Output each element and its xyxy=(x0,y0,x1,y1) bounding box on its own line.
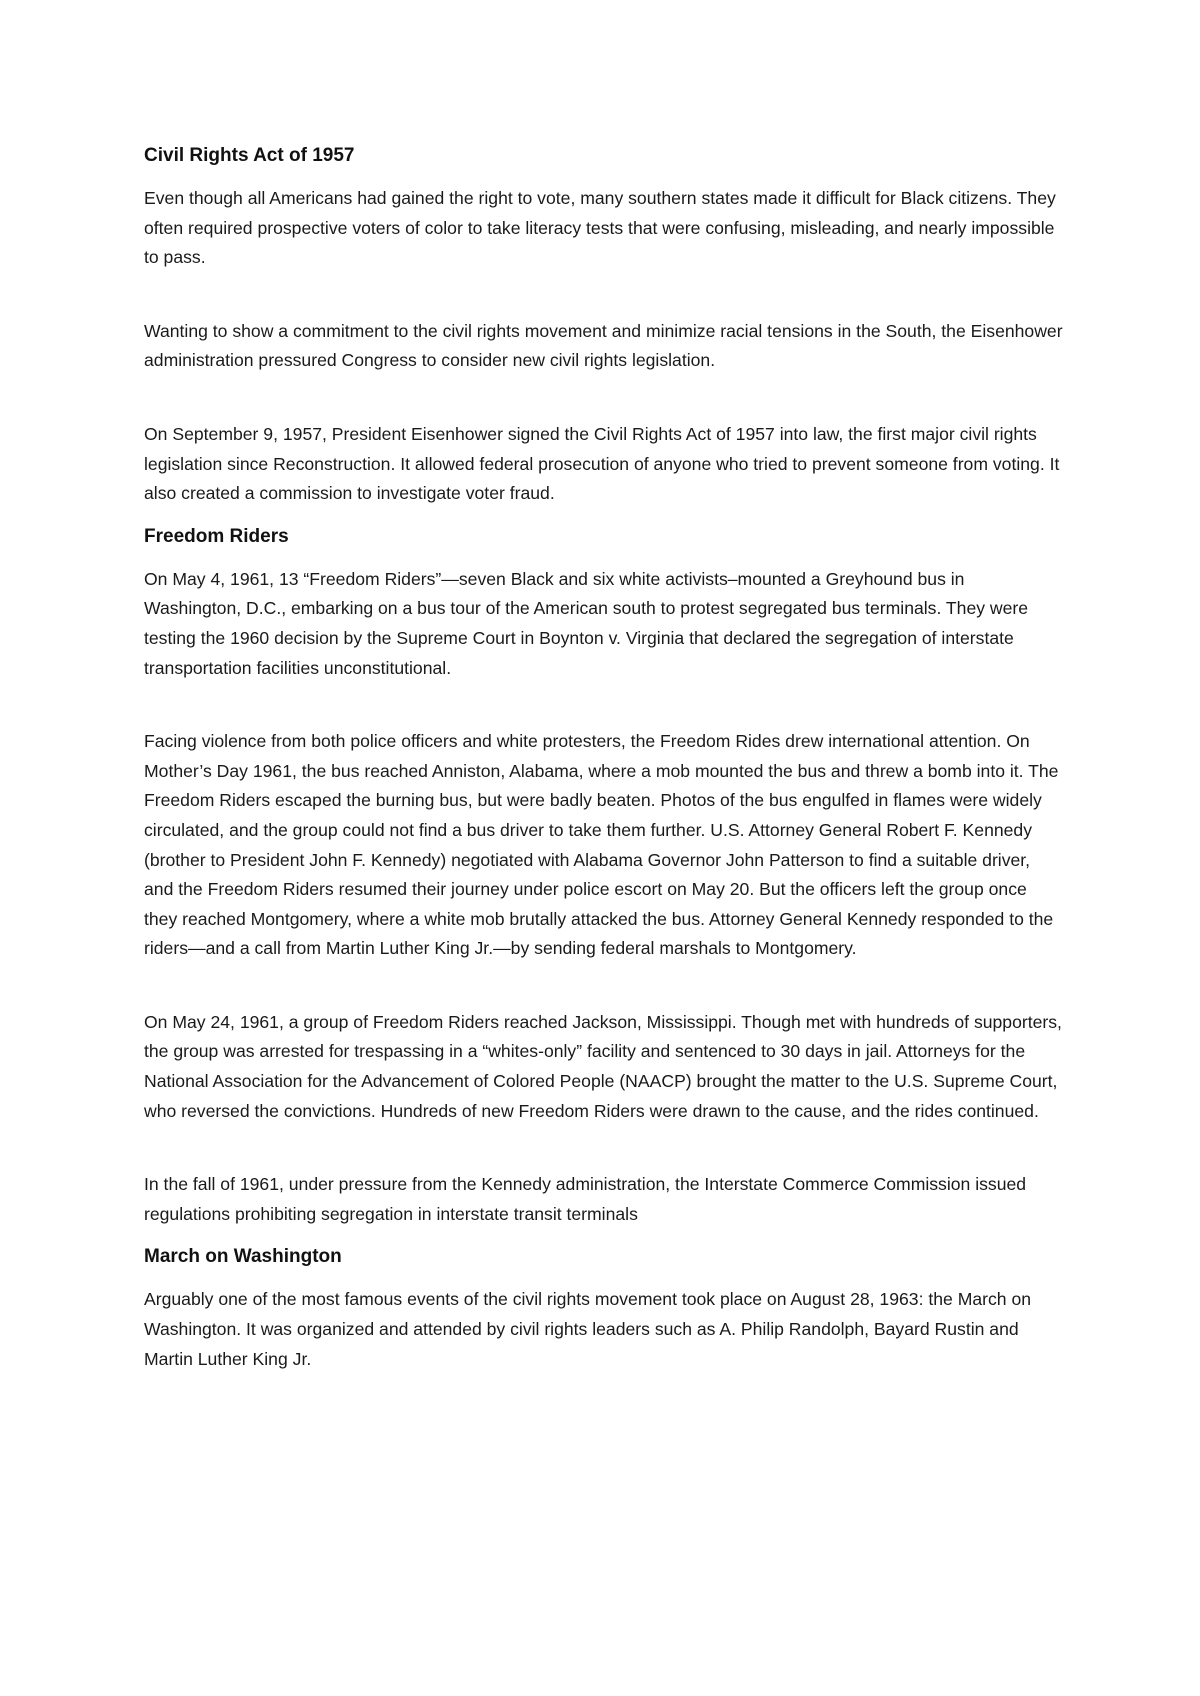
paragraph: On May 24, 1961, a group of Freedom Riders reached Jackson, Mississippi. Though met with hundreds of supporters, the group was arrested for trespassing in a “whites-only” facility and sentenced to 30 days in jail. Attorneys for the National Association for the Advancement of Colored People (NAACP) brought the matter to the U.S. Supreme Court, who reversed the convictions. Hundreds of new Freedom Riders were drawn to the cause, and the rides continued. xyxy=(144,1011,1062,1121)
document-body xyxy=(144,142,1064,1388)
paragraph: On May 4, 1961, 13 “Freedom Riders”—seven Black and six white activists–mounted a Greyhound bus in Washington, D.C., embarking on a bus tour of the American south to protest segregated bus terminals. They were testing the 1960 decision by the Supreme Court in Boynton v. Virginia that declared the segregation of interstate transportation facilities unconstitutional. xyxy=(144,568,1029,678)
blank-line xyxy=(144,287,1064,317)
paragraph: In the fall of 1961, under pressure from the Kennedy administration, the Interstate Commerce Commission issued regulations prohibiting segregation in interstate transit terminals xyxy=(144,1174,1027,1224)
section-heading: March on Washington xyxy=(144,1246,342,1268)
paragraph: Wanting to show a commitment to the civil rights movement and minimize racial tensions in the South, the Eisenhower administration pressured Congress to consider new civil rights legislation. xyxy=(144,320,1063,371)
paragraph: Even though all Americans had gained the right to vote, many southern states made it difficult for Black citizens. They often required prospective voters of color to take literacy tests that were confusing, misleading, and nearly impossible to pass. xyxy=(144,188,1056,268)
paragraph: Arguably one of the most famous events of the civil rights movement took place on August 28, 1963: the March on Washington. It was organized and attended by civil rights leaders such as A. Philip Randolph, Bayard Rustin and Martin Luther King Jr. xyxy=(144,1289,1032,1369)
section-heading: Civil Rights Act of 1957 xyxy=(144,145,355,166)
section-freedom-riders xyxy=(144,523,1064,1230)
paragraph: Facing violence from both police officers and white protesters, the Freedom Rides drew international attention. On Mother’s Day 1961, the bus reached Anniston, Alabama, where a mob mounted the bus and threw a bomb into it. The Freedom Riders escaped the burning bus, but were badly beaten. Photos of the bus engulfed in flames were widely circulated, and the group could not find a bus driver to take them further. U.S. Attorney General Robert F. Kennedy (brother to President John F. Kennedy) negotiated with Alabama Governor John Patterson to find a suitable driver, and the Freedom Riders resumed their journey under police escort on May 20. But the officers left the group once they reached Montgomery, where a white mob brutally attacked the bus. Attorney General Kennedy responded to the riders—and a call from Martin Luther King Jr.—by sending federal marshals to Montgomery. xyxy=(144,731,1059,959)
blank-line xyxy=(144,390,1064,420)
section-civil-rights-act-1957 xyxy=(144,142,1064,509)
blank-line xyxy=(144,1140,1064,1170)
blank-line xyxy=(144,978,1064,1008)
section-heading: Freedom Riders xyxy=(144,525,289,547)
paragraph: On September 9, 1957, President Eisenhower signed the Civil Rights Act of 1957 into law, the first major civil rights legislation since Reconstruction. It allowed federal prosecution of anyone who tried to prevent someone from voting. It also created a commission to investigate voter fraud. xyxy=(144,423,1060,504)
section-march-on-washington xyxy=(144,1243,1064,1374)
blank-line xyxy=(144,697,1064,727)
